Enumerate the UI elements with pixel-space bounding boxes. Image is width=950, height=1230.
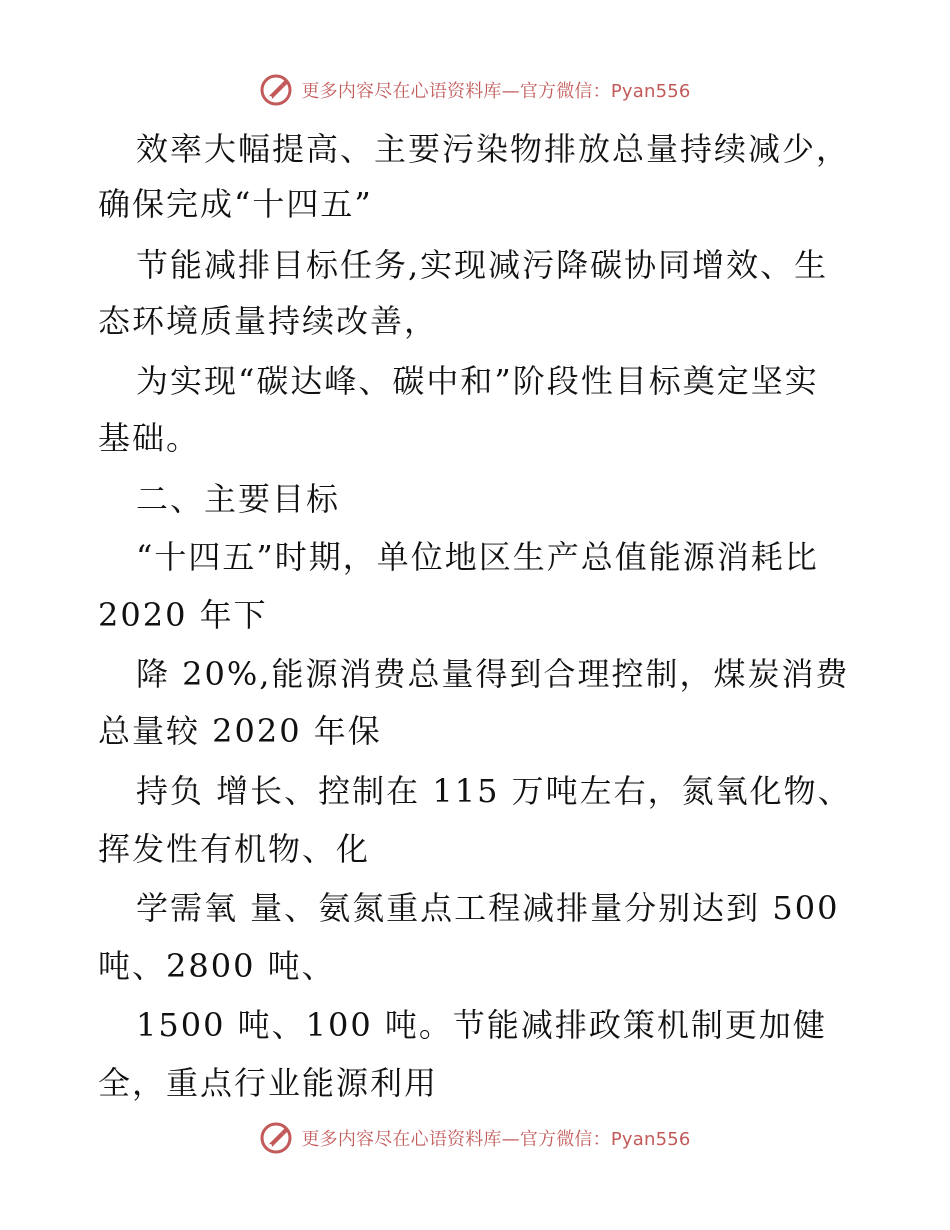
- body-line: 2020 年下: [98, 596, 268, 634]
- body-line: 学需氧 量、氨氮重点工程减排量分别达到 500: [136, 889, 840, 927]
- body-line: 持负 增长、控制在 115 万吨左右，氮氧化物、: [136, 772, 852, 810]
- body-line: “十四五”时期，单位地区生产总值能源消耗比: [136, 538, 819, 576]
- body-line: 节能减排目标任务,实现减污降碳协同增效、生: [136, 246, 829, 284]
- body-line: 吨、2800 吨、: [98, 947, 336, 985]
- body-line: 态环境质量持续改善，: [98, 302, 439, 340]
- watermark-text: 更多内容尽在心语资料库—官方微信：Pyan556: [301, 1129, 691, 1150]
- body-line: 全，重点行业能源利用: [98, 1064, 439, 1102]
- body-line: 总量较 2020 年保: [98, 712, 382, 750]
- section-heading: 二、主要目标: [136, 480, 341, 518]
- body-line: 降 20%,能源消费总量得到合理控制，煤炭消费: [136, 655, 850, 693]
- footer-watermark: [0, 1118, 950, 1158]
- body-line: 1500 吨、100 吨。节能减排政策机制更加健: [136, 1006, 827, 1044]
- body-line: 确保完成“十四五”: [98, 185, 373, 223]
- pen-seal-icon: [259, 1121, 293, 1155]
- body-line: 效率大幅提高、主要污染物排放总量持续减少，: [136, 130, 851, 168]
- watermark-text: 更多内容尽在心语资料库—官方微信：Pyan556: [301, 81, 691, 102]
- body-line: 基础。: [98, 419, 201, 457]
- body-line: 为实现“碳达峰、碳中和”阶段性目标奠定坚实: [136, 362, 819, 400]
- body-line: 挥发性有机物、化: [98, 830, 371, 868]
